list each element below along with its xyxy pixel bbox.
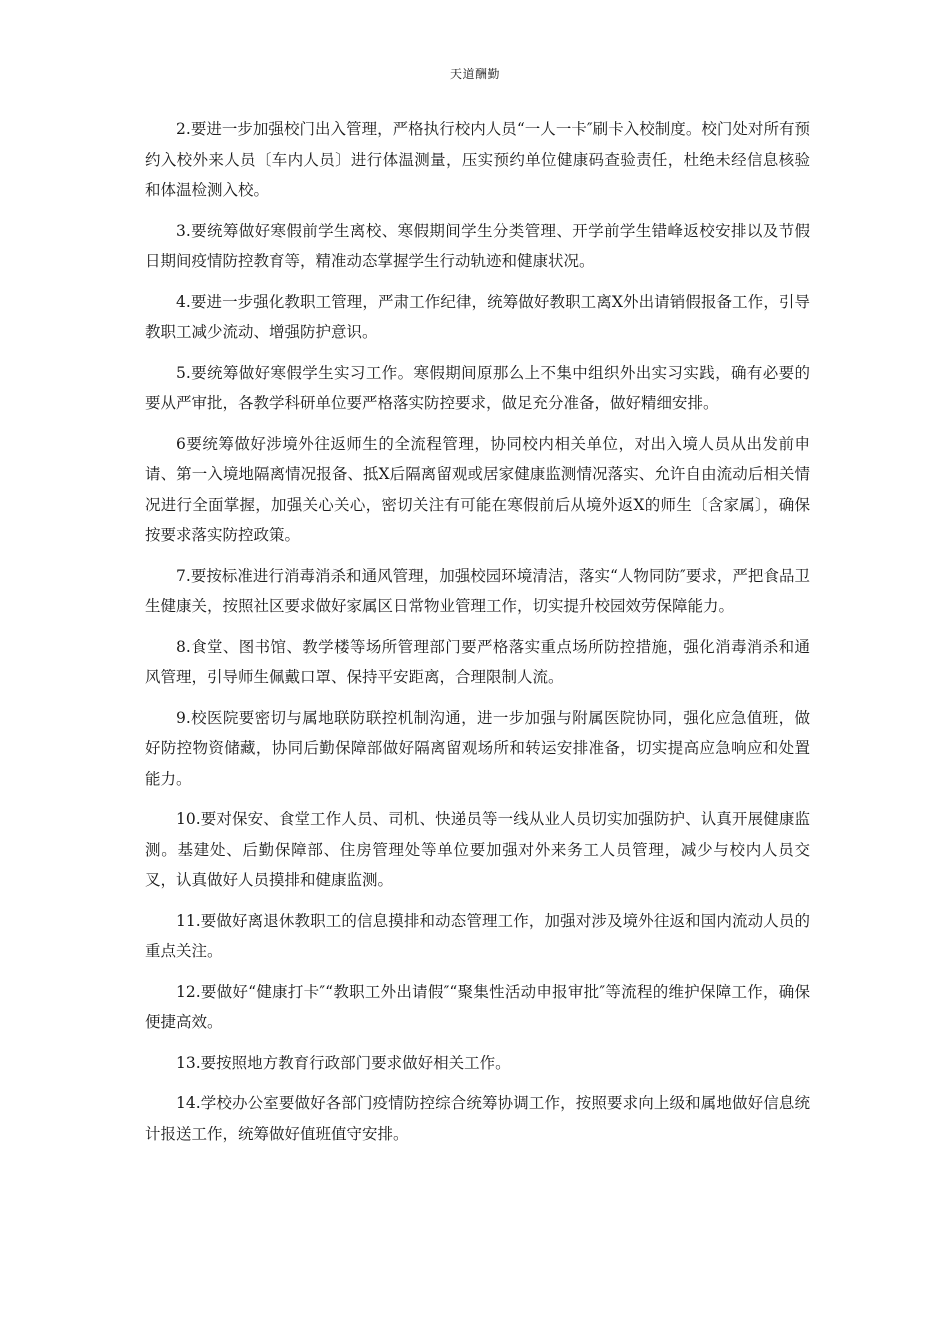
paragraph-item-6: 6要统筹做好涉境外往返师生的全流程管理，协同校内相关单位，对出入境人员从出发前申请、第一入境地隔离情况报备、抵Ⅹ后隔离留观或居家健康监测情况落实、允许自由流动后相关情况进行全面掌握，加强关心关心，密切关注有可能在寒假前后从境外返Ⅹ的师生〔含家属〕，确保按要求落实防控政策。 bbox=[145, 434, 810, 544]
paragraph-item-11: 11.要做好离退休教职工的信息摸排和动态管理工作，加强对涉及境外往返和国内流动人员的重点关注。 bbox=[145, 911, 810, 960]
paragraph-item-14: 14.学校办公室要做好各部门疫情防控综合统筹协调工作，按照要求向上级和属地做好信息统计报送工作，统筹做好值班值守安排。 bbox=[145, 1094, 810, 1143]
paragraph-item-8: 8.食堂、图书馆、教学楼等场所管理部门要严格落实重点场所防控措施，强化消毒消杀和通风管理，引导师生佩戴口罩、保持平安距离，合理限制人流。 bbox=[145, 637, 810, 686]
paragraph-item-7: 7.要按标准进行消毒消杀和通风管理，加强校园环境清洁，落实“人物同防″要求，严把食品卫生健康关，按照社区要求做好家属区日常物业管理工作，切实提升校园效劳保障能力。 bbox=[145, 566, 810, 615]
paragraph-item-3: 3.要统筹做好寒假前学生离校、寒假期间学生分类管理、开学前学生错峰返校安排以及节假日期间疫情防控教育等，精准动态掌握学生行动轨迹和健康状况。 bbox=[145, 221, 810, 270]
paragraph-item-13: 13.要按照地方教育行政部门要求做好相关工作。 bbox=[176, 1053, 511, 1072]
paragraph-item-10: 10.要对保安、食堂工作人员、司机、快递员等一线从业人员切实加强防护、认真开展健康监测。基建处、后勤保障部、住房管理处等单位要加强对外来务工人员管理，减少与校内人员交叉，认真做好人员摸排和健康监测。 bbox=[145, 810, 810, 889]
paragraph-item-12: 12.要做好“健康打卡″“教职工外出请假″“聚集性活动申报审批″等流程的维护保障工作，确保便捷高效。 bbox=[145, 982, 810, 1031]
paragraph-item-2: 2.要进一步加强校门出入管理，严格执行校内人员“一人一卡″刷卡入校制度。校门处对所有预约入校外来人员〔车内人员〕进行体温测量，压实预约单位健康码查验责任，杜绝未经信息核验和体温检测入校。 bbox=[145, 120, 810, 199]
page-header: 天道酬勤 bbox=[449, 67, 500, 81]
paragraph-item-9: 9.校医院要密切与属地联防联控机制沟通，进一步加强与附属医院协同，强化应急值班，做好防控物资储藏，协同后勤保障部做好隔离留观场所和转运安排准备，切实提高应急响应和处置能力。 bbox=[145, 708, 810, 788]
paragraph-item-5: 5.要统筹做好寒假学生实习工作。寒假期间原那么上不集中组织外出实习实践，确有必要的要从严审批，各教学科研单位要严格落实防控要求，做足充分准备，做好精细安排。 bbox=[145, 363, 810, 412]
document-body bbox=[145, 114, 810, 1159]
paragraph-item-4: 4.要进一步强化教职工管理，严肃工作纪律，统筹做好教职工离Ⅹ外出请销假报备工作，引导教职工减少流动、增强防护意识。 bbox=[145, 292, 810, 341]
